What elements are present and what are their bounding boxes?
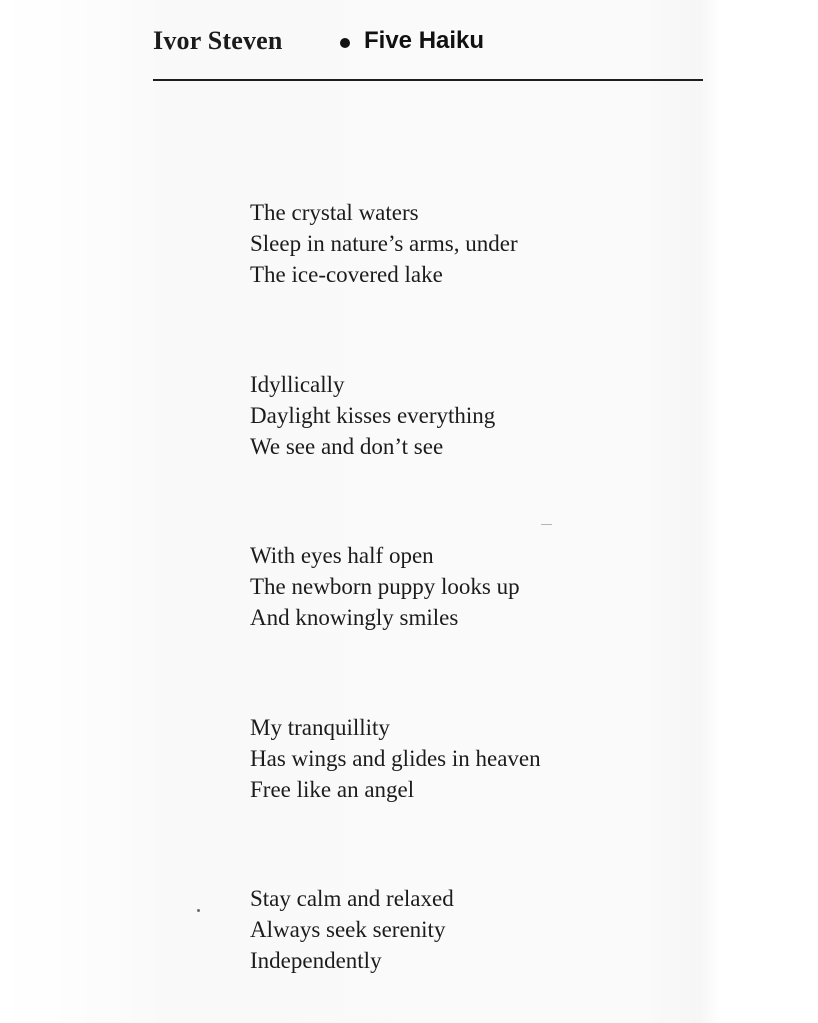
haiku-line: Has wings and glides in heaven <box>250 746 541 771</box>
haiku-line: Always seek serenity <box>250 917 446 942</box>
header-divider <box>153 79 703 81</box>
haiku-line: The crystal waters <box>250 200 419 225</box>
haiku-line: Sleep in nature’s arms, under <box>250 231 518 256</box>
haiku-line: Idyllically <box>250 372 345 397</box>
haiku-1 <box>250 197 690 290</box>
haiku-3 <box>250 540 690 633</box>
haiku-line: And knowingly smiles <box>250 605 459 630</box>
haiku-line: The newborn puppy looks up <box>250 574 520 599</box>
haiku-line: Daylight kisses everything <box>250 403 496 428</box>
scan-speck <box>541 524 552 525</box>
scan-speck <box>197 909 200 912</box>
haiku-5 <box>250 883 690 976</box>
haiku-4 <box>250 712 690 805</box>
running-header <box>153 24 703 64</box>
haiku-line: Independently <box>250 948 382 973</box>
haiku-line: My tranquillity <box>250 715 390 740</box>
collection-title: Five Haiku <box>364 27 485 54</box>
haiku-line: Free like an angel <box>250 777 415 802</box>
haiku-line: With eyes half open <box>250 543 434 568</box>
author-name: Ivor Steven <box>153 26 283 55</box>
haiku-2 <box>250 369 690 462</box>
haiku-line: Stay calm and relaxed <box>250 886 454 911</box>
haiku-line: We see and don’t see <box>250 434 444 459</box>
bullet-icon <box>340 38 350 48</box>
haiku-line: The ice-covered lake <box>250 262 443 287</box>
